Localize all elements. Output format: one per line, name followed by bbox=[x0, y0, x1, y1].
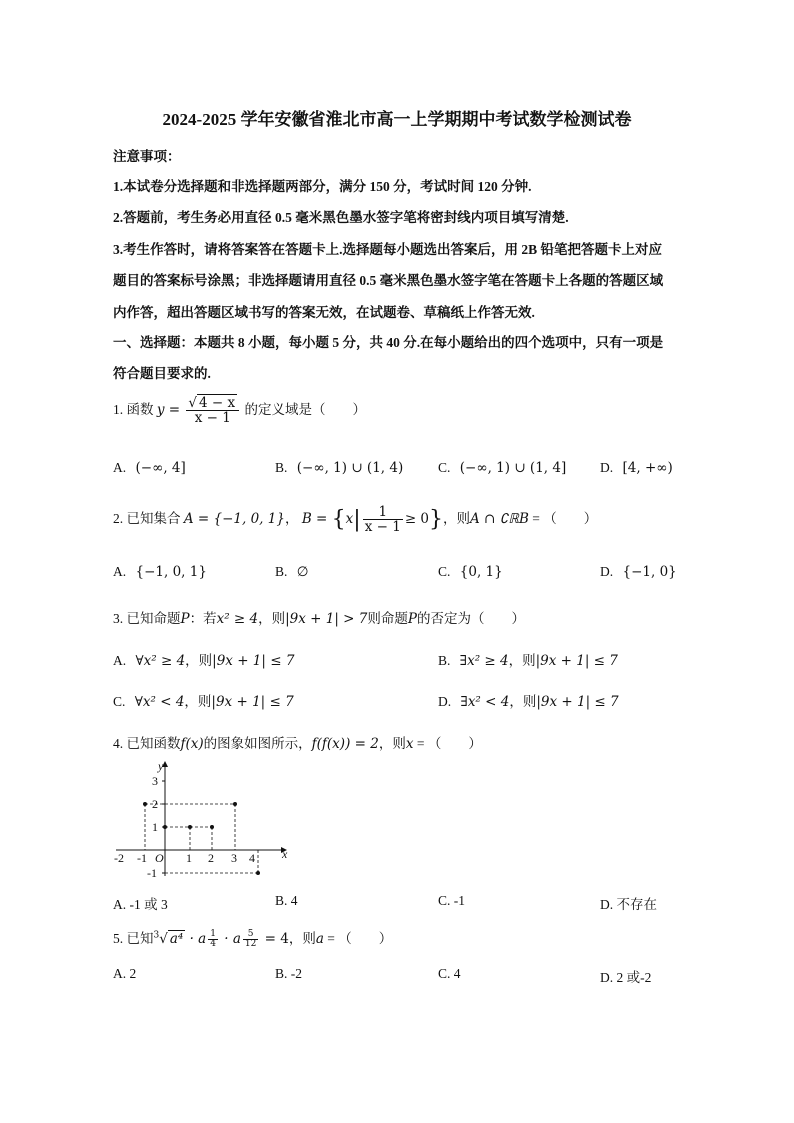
q1-denominator: x − 1 bbox=[194, 410, 231, 427]
notice-item-3-line-3: 内作答，超出答题区域书写的答案无效，在试题卷、草稿纸上作答无效. bbox=[113, 305, 535, 320]
question-3: 3. 已知命题P：若x² ≥ 4，则|9x + 1| > 7则命题P的否定为（ ） bbox=[113, 611, 525, 627]
q2-prefix: 2. 已知集合 bbox=[113, 510, 181, 526]
q2-set-b-post: ≥ 0 bbox=[404, 510, 430, 527]
q4-option-b: B. 4 bbox=[275, 893, 298, 908]
q1-prefix: 1. 函数 bbox=[113, 401, 154, 417]
page-title: 2024-2025 学年安徽省淮北市高一上学期期中考试数学检测试卷 bbox=[162, 110, 632, 129]
question-1 bbox=[113, 396, 366, 425]
q1-option-b: B. (−∞, 1) ∪ (1, 4) bbox=[275, 460, 404, 476]
q2-set-b-pre: B = bbox=[301, 510, 332, 527]
q2-option-d-value: {−1, 0} bbox=[622, 564, 677, 580]
q1-numerator: 4 − x bbox=[199, 395, 236, 411]
notice-item-2: 2.答题前，考生务必用直径 0.5 毫米黑色墨水签字笔将密封线内项目填写清楚. bbox=[113, 210, 569, 225]
q4-ffx: f(f(x)) = 2 bbox=[311, 736, 379, 752]
q2-option-d: D. {−1, 0} bbox=[600, 564, 677, 580]
x-axis-label: x bbox=[282, 847, 288, 861]
q1-option-d: D. [4, +∞) bbox=[600, 460, 673, 476]
q1-fraction: $\frac{√ 4 - x}{x - 1}$ bbox=[186, 396, 239, 425]
point-3-2 bbox=[233, 802, 237, 806]
question-4: 4. 已知函数f(x)的图象如图所示，f(f(x)) = 2，则x = （ ） bbox=[113, 736, 482, 752]
point-4-neg1 bbox=[256, 871, 260, 875]
q1-option-d-value: [4, +∞) bbox=[622, 460, 673, 476]
q5-option-b: B. -2 bbox=[275, 966, 302, 981]
notice-item-1: 1.本试卷分选择题和非选择题两部分，满分 150 分，考试时间 120 分钟. bbox=[113, 179, 532, 194]
q5-option-d: D. 2 或-2 bbox=[600, 970, 652, 985]
q4-function-graph bbox=[108, 758, 298, 882]
x-tick-1: 1 bbox=[186, 851, 192, 865]
x-tick-3: 3 bbox=[231, 851, 237, 865]
point-2-1 bbox=[210, 825, 214, 829]
q2-option-c: C. {0, 1} bbox=[438, 564, 503, 580]
point-1-1 bbox=[188, 825, 192, 829]
q1-option-a: A. (−∞, 4] bbox=[113, 460, 186, 476]
q2-option-c-value: {0, 1} bbox=[459, 564, 503, 580]
q2-set-a: A = {−1, 0, 1} bbox=[183, 510, 285, 527]
y-tick-neg1: -1 bbox=[147, 866, 157, 880]
q3-condition: x² ≥ 4 bbox=[216, 611, 259, 627]
q2-option-b: B. ∅ bbox=[275, 564, 309, 580]
y-tick-3: 3 bbox=[152, 774, 158, 788]
q1-option-b-value: (−∞, 1) ∪ (1, 4) bbox=[296, 460, 404, 476]
q1-option-a-value: (−∞, 4] bbox=[135, 460, 186, 476]
notice-item-3-line-1: 3.考生作答时，请将答案答在答题卡上.选择题每小题选出答案后，用 2B 铅笔把答题卡上对应 bbox=[113, 242, 663, 257]
q2-frac-den: x − 1 bbox=[364, 519, 401, 536]
q1-tail: 的定义域是（ ） bbox=[244, 401, 367, 417]
x-tick-neg1: -1 bbox=[137, 851, 147, 865]
section-1-line-2: 符合题目要求的. bbox=[113, 366, 211, 381]
q5-option-a: A. 2 bbox=[113, 966, 137, 981]
notice-heading: 注意事项： bbox=[113, 149, 181, 164]
q3-p: P bbox=[180, 611, 190, 627]
section-1-line-1: 一、选择题：本题共 8 小题，每小题 5 分，共 40 分.在每小题给出的四个选项中，只有一项是 bbox=[113, 335, 664, 350]
q5-root-body: a⁴ bbox=[169, 931, 184, 947]
x-tick-2: 2 bbox=[208, 851, 214, 865]
q5-option-c: C. 4 bbox=[438, 966, 461, 981]
q1-eq: = bbox=[164, 401, 185, 418]
q1-option-c-value: (−∞, 1) ∪ (1, 4] bbox=[459, 460, 567, 476]
question-2: 2. 已知集合 A = {−1, 0, 1}， B = {x| $\frac{1}{x - 1}$ ≥ 0}，则A ∩ ∁ℝB = （ ） bbox=[113, 504, 598, 536]
q1-option-c: C. (−∞, 1) ∪ (1, 4] bbox=[438, 460, 567, 476]
point-0-1 bbox=[163, 825, 167, 829]
q2-option-a: A. {−1, 0, 1} bbox=[113, 564, 207, 580]
x-tick-4: 4 bbox=[249, 851, 255, 865]
origin-label: O bbox=[155, 851, 164, 865]
q4-option-d: D. 不存在 bbox=[600, 897, 657, 912]
q4-fx: f(x) bbox=[180, 736, 204, 752]
q2-fraction bbox=[363, 505, 403, 534]
q4-option-c: C. -1 bbox=[438, 893, 465, 908]
q3-option-c: C. ∀x² < 4，则|9x + 1| ≤ 7 bbox=[113, 694, 294, 710]
q2-option-a-value: {−1, 0, 1} bbox=[135, 564, 207, 580]
q1-y: y bbox=[156, 401, 165, 418]
q5-root-index: 3 bbox=[153, 930, 160, 941]
y-axis-label: y bbox=[158, 759, 164, 773]
q2-expression: A ∩ ∁ℝB bbox=[470, 510, 529, 527]
question-5: 5. 已知$^3$√ a⁴ · a $\frac{1}{4}$ · a $\frac{5}{12}$ = 4，则a = （ ） bbox=[113, 928, 393, 950]
q3-conclusion: |9x + 1| > 7 bbox=[285, 611, 368, 627]
q2-option-b-value: ∅ bbox=[296, 564, 309, 580]
q4-option-a: A. -1 或 3 bbox=[113, 897, 168, 912]
q2-set-b-x: x bbox=[345, 510, 354, 527]
q3-option-a: A. ∀x² ≥ 4，则|9x + 1| ≤ 7 bbox=[113, 653, 295, 669]
q3-option-b: B. ∃x² ≥ 4，则|9x + 1| ≤ 7 bbox=[438, 653, 618, 669]
q3-option-d: D. ∃x² < 4，则|9x + 1| ≤ 7 bbox=[438, 694, 619, 710]
point-neg1-2 bbox=[143, 802, 147, 806]
x-tick-neg2: -2 bbox=[114, 851, 124, 865]
q2-frac-num: 1 bbox=[363, 505, 403, 520]
y-tick-1: 1 bbox=[152, 820, 158, 834]
notice-item-3-line-2: 题目的答案标号涂黑；非选择题请用直径 0.5 毫米黑色墨水签字笔在答题卡上各题的答题区域 bbox=[113, 273, 664, 288]
y-tick-2: 2 bbox=[152, 797, 158, 811]
